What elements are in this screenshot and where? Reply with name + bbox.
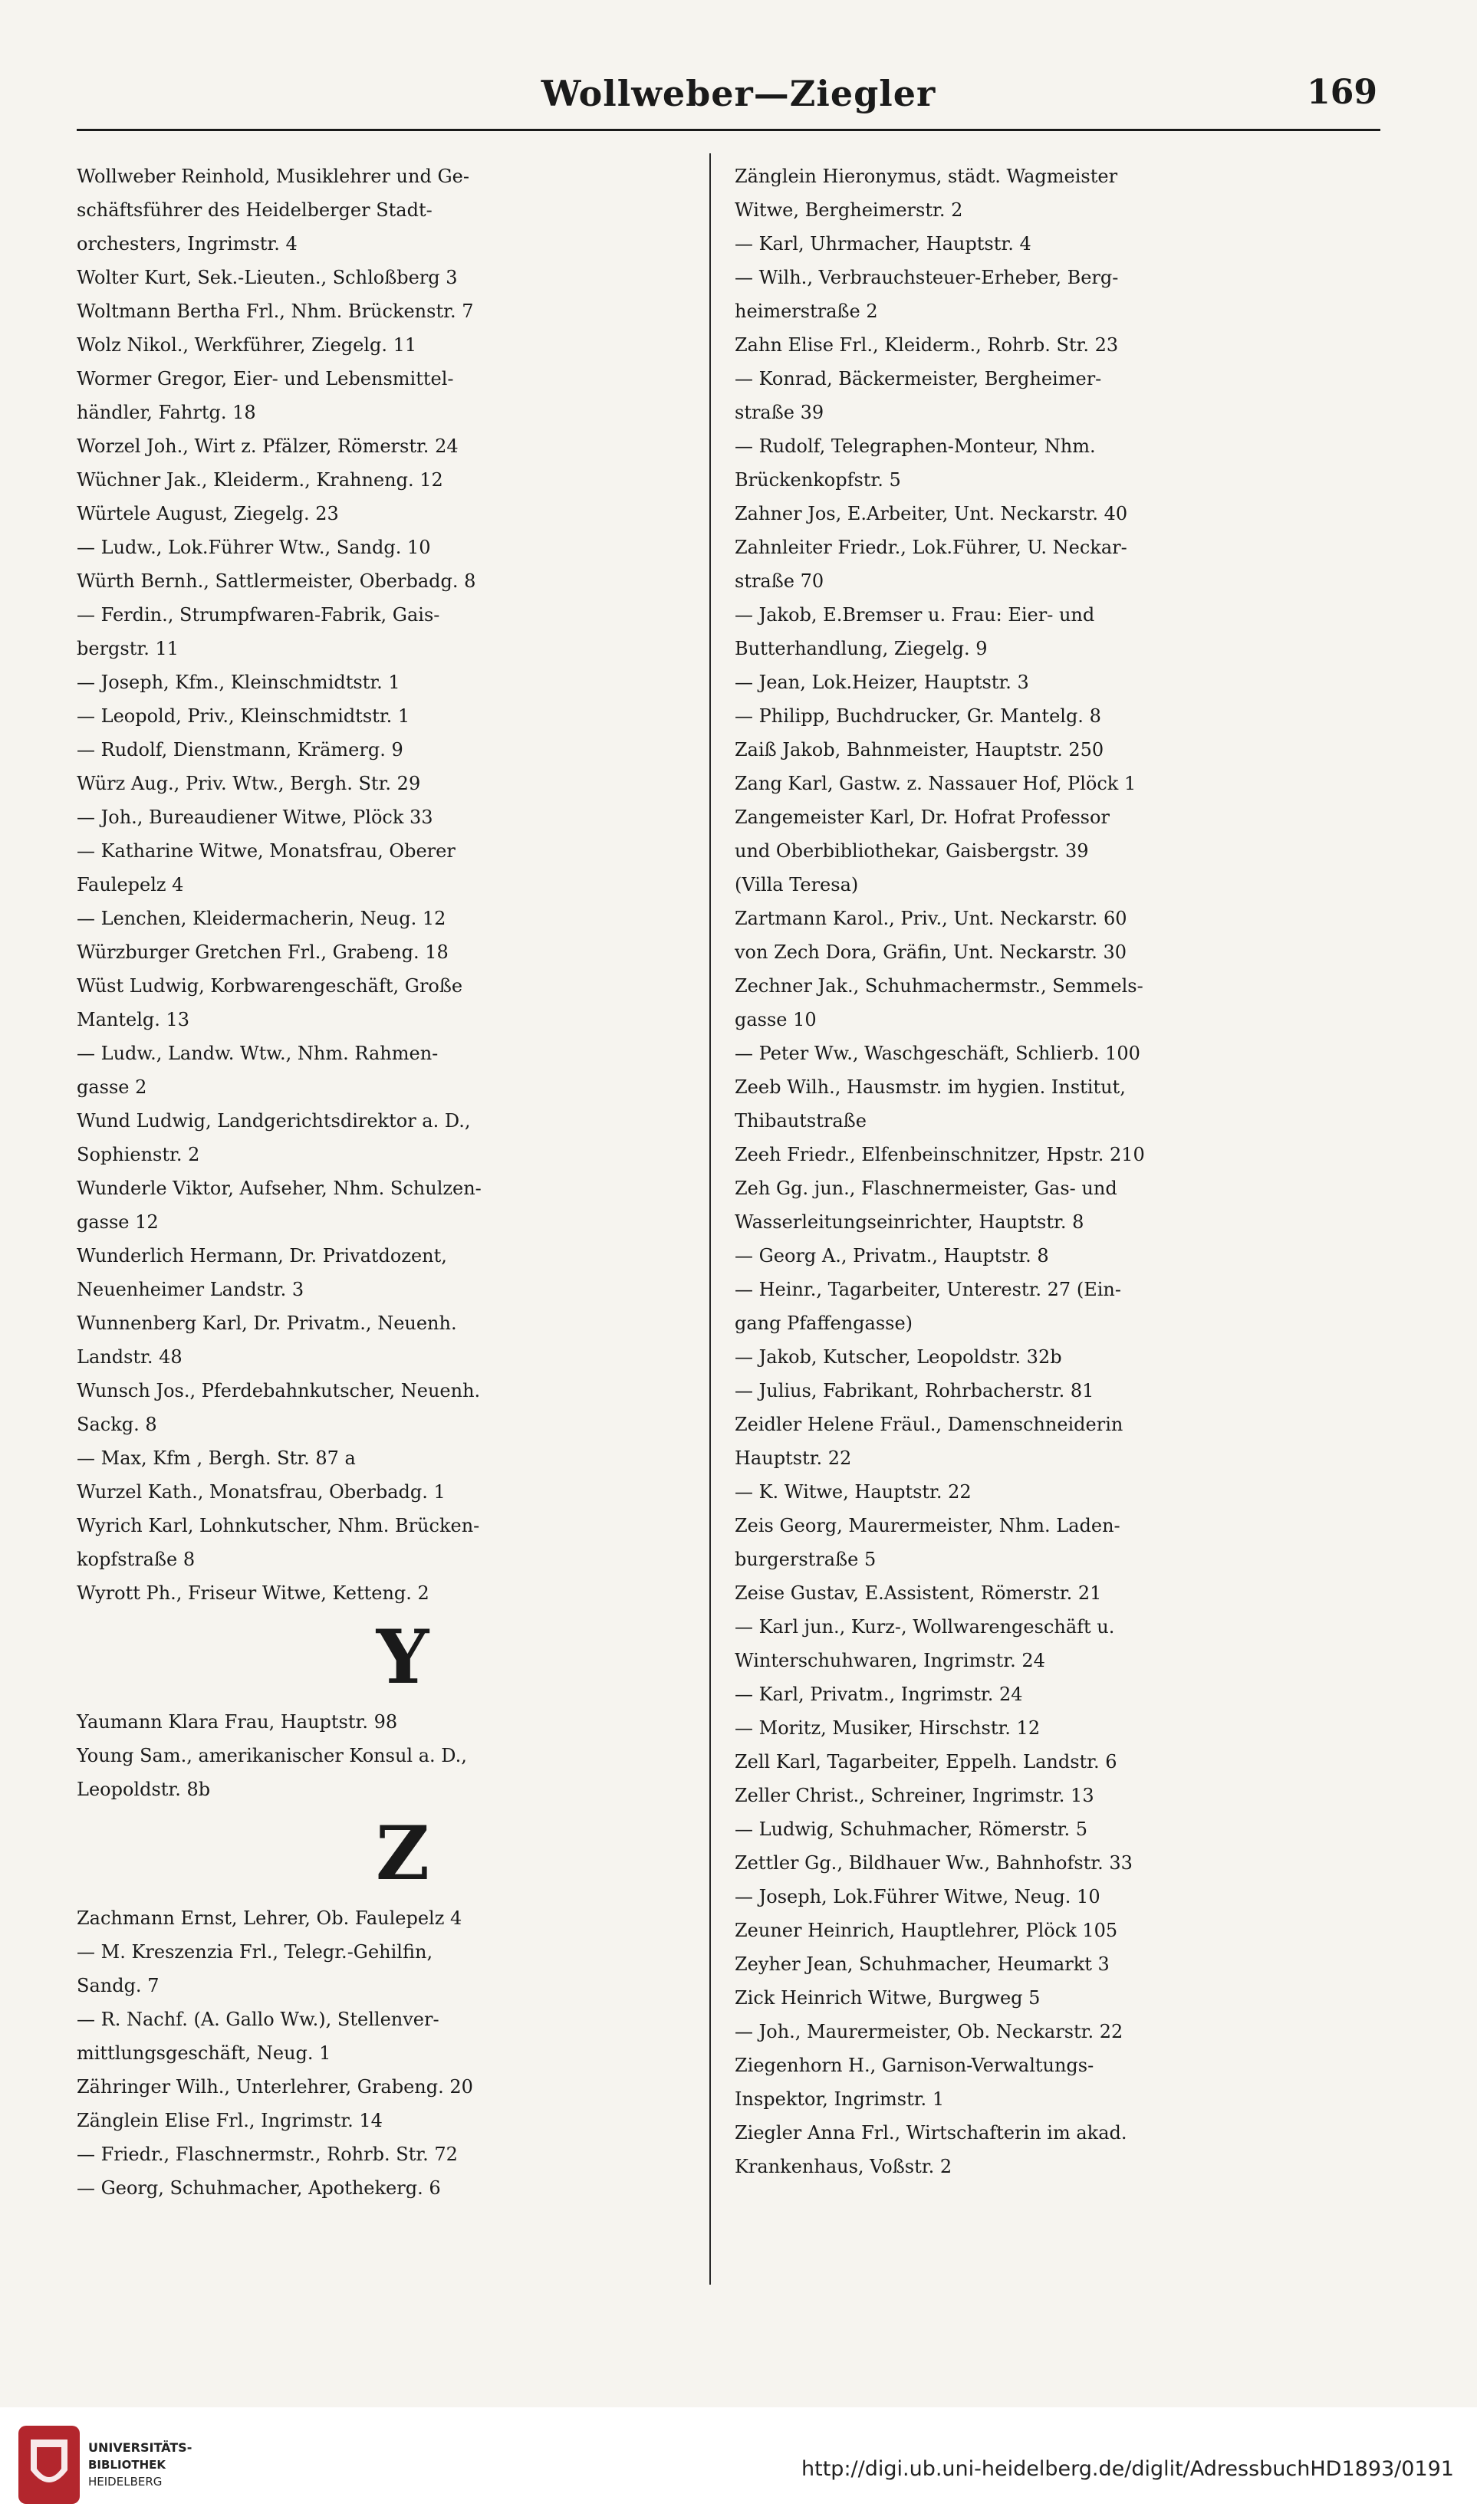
directory-entry-continuation: (Villa Teresa) [735, 874, 859, 895]
directory-entry: Zechner Jak., Schuhmachermstr., Semmels- [735, 975, 1143, 997]
section-letter: Y [376, 1614, 429, 1700]
directory-entry-continuation: Wasserleitungseinrichter, Hauptstr. 8 [735, 1211, 1084, 1233]
directory-entry: — Georg A., Privatm., Hauptstr. 8 [735, 1245, 1049, 1267]
directory-entry: — Rudolf, Telegraphen-Monteur, Nhm. [735, 435, 1096, 457]
directory-entry-continuation: Mantelg. 13 [77, 1009, 190, 1030]
directory-entry-continuation: Inspektor, Ingrimstr. 1 [735, 2088, 945, 2110]
directory-entry: — Rudolf, Dienstmann, Krämerg. 9 [77, 739, 403, 761]
directory-entry-continuation: Thibautstraße [735, 1110, 867, 1132]
directory-entry-continuation: heimerstraße 2 [735, 301, 878, 322]
directory-entry: Wolter Kurt, Sek.-Lieuten., Schloßberg 3 [77, 267, 458, 288]
directory-entry-continuation: gang Pfaffengasse) [735, 1313, 913, 1334]
directory-entry: Ziegenhorn H., Garnison-Verwaltungs- [735, 2055, 1094, 2076]
header-rule [77, 129, 1380, 131]
directory-entry-continuation: Butterhandlung, Ziegelg. 9 [735, 638, 988, 659]
directory-entry-continuation: Sackg. 8 [77, 1414, 157, 1435]
directory-entry: Wyrott Ph., Friseur Witwe, Ketteng. 2 [77, 1582, 429, 1604]
directory-entry-continuation: Sophienstr. 2 [77, 1144, 200, 1165]
directory-entry: — Katharine Witwe, Monatsfrau, Oberer [77, 840, 456, 862]
directory-entry: Zahner Jos, E.Arbeiter, Unt. Neckarstr. 40 [735, 503, 1128, 524]
directory-entry: Zick Heinrich Witwe, Burgweg 5 [735, 1987, 1041, 2009]
directory-entry: — Karl, Privatm., Ingrimstr. 24 [735, 1684, 1023, 1705]
directory-entry-continuation: burgerstraße 5 [735, 1549, 877, 1570]
directory-entry-continuation: Landstr. 48 [77, 1346, 183, 1368]
directory-entry: — Jean, Lok.Heizer, Hauptstr. 3 [735, 672, 1029, 693]
directory-entry: — Joh., Bureaudiener Witwe, Plöck 33 [77, 807, 433, 828]
directory-entry: Zangemeister Karl, Dr. Hofrat Professor [735, 807, 1110, 828]
directory-entry-continuation: Brückenkopfstr. 5 [735, 469, 901, 491]
directory-entry: Zachmann Ernst, Lehrer, Ob. Faulepelz 4 [77, 1907, 462, 1929]
directory-entry: Wund Ludwig, Landgerichtsdirektor a. D., [77, 1110, 471, 1132]
directory-entry: — Karl, Uhrmacher, Hauptstr. 4 [735, 233, 1031, 255]
directory-entry: Zeuner Heinrich, Hauptlehrer, Plöck 105 [735, 1920, 1118, 1941]
directory-entry: — K. Witwe, Hauptstr. 22 [735, 1481, 972, 1503]
column-divider [709, 153, 711, 2285]
directory-entry: Zeidler Helene Fräul., Damenschneiderin [735, 1414, 1123, 1435]
directory-entry-continuation: schäftsführer des Heidelberger Stadt- [77, 199, 433, 221]
directory-entry: — Lenchen, Kleidermacherin, Neug. 12 [77, 908, 446, 929]
directory-entry-continuation: bergstr. 11 [77, 638, 179, 659]
left-column [77, 159, 729, 2205]
directory-entry: — Friedr., Flaschnermstr., Rohrb. Str. 72 [77, 2144, 458, 2165]
directory-entry: Wüchner Jak., Kleiderm., Krahneng. 12 [77, 469, 443, 491]
source-url[interactable]: http://digi.ub.uni-heidelberg.de/diglit/AdressbuchHD1893/0191 [801, 2457, 1454, 2481]
directory-entry: Zeeb Wilh., Hausmstr. im hygien. Institut, [735, 1076, 1126, 1098]
directory-entry-continuation: kopfstraße 8 [77, 1549, 196, 1570]
directory-entry: Ziegler Anna Frl., Wirtschafterin im akad. [735, 2122, 1127, 2144]
directory-entry: Wunderlich Hermann, Dr. Privatdozent, [77, 1245, 447, 1267]
directory-entry: Zettler Gg., Bildhauer Ww., Bahnhofstr. 33 [735, 1852, 1133, 1874]
directory-entry-continuation: händler, Fahrtg. 18 [77, 402, 256, 423]
directory-entry: — Konrad, Bäckermeister, Bergheimer- [735, 368, 1102, 389]
directory-entry-continuation: Hauptstr. 22 [735, 1447, 852, 1469]
directory-entry: — M. Kreszenzia Frl., Telegr.-Gehilfin, [77, 1941, 433, 1963]
directory-entry-continuation: Sandg. 7 [77, 1975, 160, 1996]
directory-entry: — Joseph, Lok.Führer Witwe, Neug. 10 [735, 1886, 1100, 1907]
directory-entry: — Ludw., Landw. Wtw., Nhm. Rahmen- [77, 1043, 439, 1064]
directory-entry-continuation: orchesters, Ingrimstr. 4 [77, 233, 298, 255]
directory-entry: Wurzel Kath., Monatsfrau, Oberbadg. 1 [77, 1481, 446, 1503]
directory-entry-continuation: Leopoldstr. 8b [77, 1779, 211, 1800]
directory-entry-continuation: Winterschuhwaren, Ingrimstr. 24 [735, 1650, 1045, 1671]
directory-entry: Zeller Christ., Schreiner, Ingrimstr. 13 [735, 1785, 1094, 1806]
directory-entry-continuation: gasse 2 [77, 1076, 147, 1098]
directory-entry: — Joh., Maurermeister, Ob. Neckarstr. 22 [735, 2021, 1123, 2042]
directory-entry: Wollweber Reinhold, Musiklehrer und Ge- [77, 166, 469, 187]
directory-entry: — Heinr., Tagarbeiter, Unterestr. 27 (Ein- [735, 1279, 1121, 1300]
directory-entry: — Max, Kfm , Bergh. Str. 87 a [77, 1447, 356, 1469]
directory-entry: Wolz Nikol., Werkführer, Ziegelg. 11 [77, 334, 417, 356]
directory-entry: Zahnleiter Friedr., Lok.Führer, U. Neckar- [735, 537, 1127, 558]
directory-entry: Würth Bernh., Sattlermeister, Oberbadg. 8 [77, 570, 476, 592]
library-line-2: BIBLIOTHEK [88, 2458, 166, 2472]
directory-entry-continuation: und Oberbibliothekar, Gaisbergstr. 39 [735, 840, 1089, 862]
directory-entry-continuation: Witwe, Bergheimerstr. 2 [735, 199, 963, 221]
directory-entry: — Ludwig, Schuhmacher, Römerstr. 5 [735, 1819, 1088, 1840]
directory-entry: Yaumann Klara Frau, Hauptstr. 98 [77, 1711, 398, 1733]
university-seal-icon [17, 2424, 81, 2505]
directory-entry: — Julius, Fabrikant, Rohrbacherstr. 81 [735, 1380, 1094, 1401]
directory-entry: Zell Karl, Tagarbeiter, Eppelh. Landstr. 6 [735, 1751, 1117, 1773]
directory-entry: — Leopold, Priv., Kleinschmidtstr. 1 [77, 705, 410, 727]
footer-bar [0, 2407, 1477, 2520]
directory-entry: Zahn Elise Frl., Kleiderm., Rohrb. Str. 23 [735, 334, 1119, 356]
directory-entry: Wyrich Karl, Lohnkutscher, Nhm. Brücken- [77, 1515, 480, 1536]
directory-entry: Wormer Gregor, Eier- und Lebensmittel- [77, 368, 454, 389]
directory-entry-continuation: Faulepelz 4 [77, 874, 184, 895]
directory-entry: — Wilh., Verbrauchsteuer-Erheber, Berg- [735, 267, 1119, 288]
directory-entry: — Philipp, Buchdrucker, Gr. Mantelg. 8 [735, 705, 1101, 727]
directory-entry-continuation: gasse 10 [735, 1009, 817, 1030]
directory-entry: von Zech Dora, Gräfin, Unt. Neckarstr. 30 [735, 941, 1127, 963]
directory-entry: Würtele August, Ziegelg. 23 [77, 503, 339, 524]
directory-entry: — Karl jun., Kurz-, Wollwarengeschäft u. [735, 1616, 1115, 1638]
page-number: 169 [1307, 73, 1377, 112]
directory-entry-continuation: mittlungsgeschäft, Neug. 1 [77, 2042, 331, 2064]
directory-entry: Würz Aug., Priv. Wtw., Bergh. Str. 29 [77, 773, 421, 794]
directory-entry: Zaiß Jakob, Bahnmeister, Hauptstr. 250 [735, 739, 1104, 761]
directory-entry-continuation: Neuenheimer Landstr. 3 [77, 1279, 304, 1300]
directory-entry: Zang Karl, Gastw. z. Nassauer Hof, Plöck 1 [735, 773, 1137, 794]
page-running-title: Wollweber—Ziegler [541, 73, 936, 114]
directory-entry: Würzburger Gretchen Frl., Grabeng. 18 [77, 941, 449, 963]
directory-entry: Wunderle Viktor, Aufseher, Nhm. Schulzen- [77, 1178, 482, 1199]
directory-entry: — R. Nachf. (A. Gallo Ww.), Stellenver- [77, 2009, 439, 2030]
directory-entry: Zeis Georg, Maurermeister, Nhm. Laden- [735, 1515, 1120, 1536]
directory-entry: Zartmann Karol., Priv., Unt. Neckarstr. 60 [735, 908, 1127, 929]
directory-entry-continuation: Krankenhaus, Voßstr. 2 [735, 2156, 952, 2177]
directory-entry: Wüst Ludwig, Korbwarengeschäft, Große [77, 975, 463, 997]
directory-entry: Woltmann Bertha Frl., Nhm. Brückenstr. 7 [77, 301, 474, 322]
directory-entry: Zeise Gustav, E.Assistent, Römerstr. 21 [735, 1582, 1102, 1604]
directory-entry: Zeeh Friedr., Elfenbeinschnitzer, Hpstr. 210 [735, 1144, 1145, 1165]
right-column [735, 159, 1387, 2183]
directory-entry: Zähringer Wilh., Unterlehrer, Grabeng. 20 [77, 2076, 473, 2098]
library-line-3: HEIDELBERG [88, 2475, 163, 2489]
directory-entry: — Jakob, E.Bremser u. Frau: Eier- und [735, 604, 1095, 626]
directory-entry: Wunnenberg Karl, Dr. Privatm., Neuenh. [77, 1313, 457, 1334]
directory-entry: Worzel Joh., Wirt z. Pfälzer, Römerstr. 24 [77, 435, 459, 457]
directory-entry: — Moritz, Musiker, Hirschstr. 12 [735, 1717, 1041, 1739]
directory-entry: — Georg, Schuhmacher, Apothekerg. 6 [77, 2177, 441, 2199]
directory-entry: Young Sam., amerikanischer Konsul a. D., [77, 1745, 467, 1766]
directory-entry-continuation: straße 39 [735, 402, 824, 423]
directory-entry: — Joseph, Kfm., Kleinschmidtstr. 1 [77, 672, 400, 693]
directory-entry: Wunsch Jos., Pferdebahnkutscher, Neuenh. [77, 1380, 481, 1401]
section-letter: Z [375, 1810, 430, 1897]
directory-entry: — Jakob, Kutscher, Leopoldstr. 32b [735, 1346, 1062, 1368]
directory-entry-continuation: straße 70 [735, 570, 824, 592]
directory-entry: Zeh Gg. jun., Flaschnermeister, Gas- und [735, 1178, 1117, 1199]
directory-entry-continuation: gasse 12 [77, 1211, 159, 1233]
directory-entry: Zänglein Hieronymus, städt. Wagmeister [735, 166, 1118, 187]
directory-entry: — Peter Ww., Waschgeschäft, Schlierb. 100 [735, 1043, 1140, 1064]
library-name [88, 2440, 192, 2490]
directory-entry: — Ludw., Lok.Führer Wtw., Sandg. 10 [77, 537, 431, 558]
directory-entry: — Ferdin., Strumpfwaren-Fabrik, Gais- [77, 604, 440, 626]
directory-entry: Zeyher Jean, Schuhmacher, Heumarkt 3 [735, 1953, 1110, 1975]
directory-entry: Zänglein Elise Frl., Ingrimstr. 14 [77, 2110, 383, 2131]
library-line-1: UNIVERSITÄTS- [88, 2440, 192, 2455]
